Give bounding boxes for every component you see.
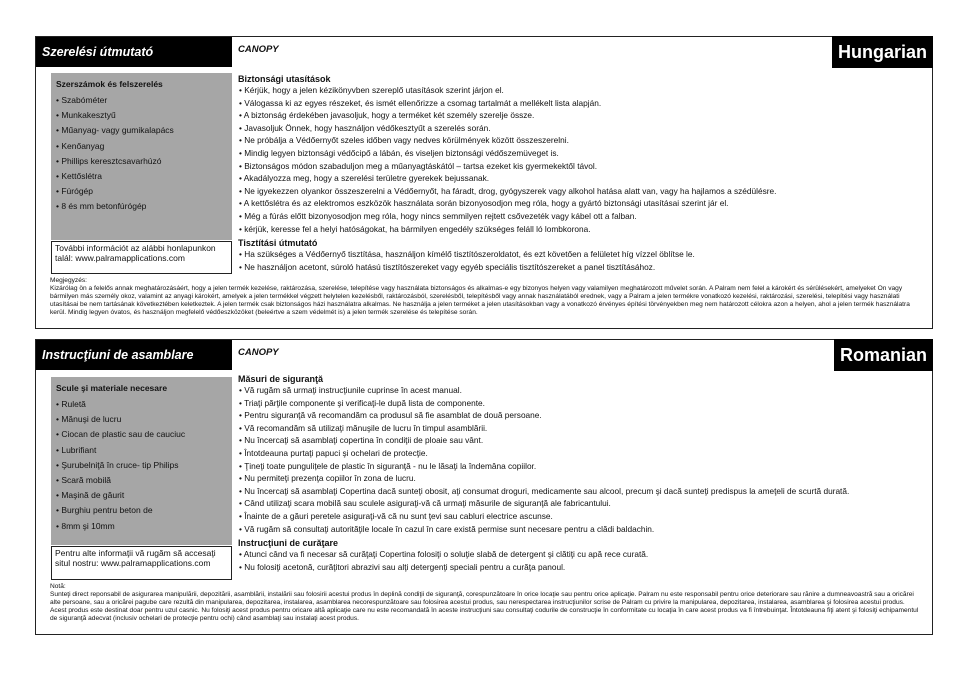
safety-item: • Nu încercaţi să asamblaţi Copertina dacă sunteţi obosit, aţi consumat droguri, medicamente sau alcool, precum şi dacă sunteţi predispus la ameţeli de scurtă durată. xyxy=(238,485,928,498)
tool-item: • Burghiu pentru beton de xyxy=(56,503,226,518)
tool-item: • Munkakesztyű xyxy=(56,108,226,123)
safety-item: • Pentru siguranţă vă recomandăm ca produsul să fie asamblat de două persoane. xyxy=(238,409,928,422)
product-name: CANOPY xyxy=(238,44,279,55)
tool-item: • Ciocan de plastic sau de cauciuc xyxy=(56,427,226,442)
safety-list xyxy=(238,84,928,235)
safety-item: • Nu încercaţi să asamblaţi copertina în condiţii de ploaie sau vânt. xyxy=(238,434,928,447)
tool-item: • Maşină de găurit xyxy=(56,488,226,503)
cleaning-list xyxy=(238,248,928,273)
tools-list xyxy=(56,397,226,534)
tools-list xyxy=(56,93,226,215)
tool-item: • Műanyag- vagy gumikalapács xyxy=(56,123,226,138)
safety-item: • Ne igyekezzen olyankor összeszerelni a Védőernyőt, ha fáradt, drog, gyógyszerek vagy alkohol hatása alatt van, vagy ha hajlamos a szédülésre. xyxy=(238,185,928,198)
tool-item: • Lubrifiant xyxy=(56,443,226,458)
safety-item: • Vă rugăm să urmaţi instrucţiunile cuprinse în acest manual. xyxy=(238,384,928,397)
safety-item: • Nu permiteţi prezenţa copiilor în zona de lucru. xyxy=(238,472,928,485)
safety-item: • Când utilizaţi scara mobilă sau sculele asiguraţi-vă că urmaţi măsurile de siguranţă ale fabricantului. xyxy=(238,497,928,510)
instructions-column xyxy=(238,74,928,276)
safety-item: • Még a fúrás előtt bizonyosodjon meg róla, hogy nincs semmilyen rejtett csővezeték vagy kábel ott a falban. xyxy=(238,210,928,223)
tool-item: • Mănuşi de lucru xyxy=(56,412,226,427)
tools-title: Szerszámok és felszerelés xyxy=(56,79,163,89)
note-title: Notă: xyxy=(50,583,66,590)
section-title: Szerelési útmutató xyxy=(36,37,232,67)
safety-item: • Ţineţi toate pungulițele de plastic în siguranţă - nu le lăsaţi la îndemâna copiilor. xyxy=(238,460,928,473)
safety-item: • A biztonság érdekében javasoljuk, hogy a terméket két személy szerelje össze. xyxy=(238,109,928,122)
safety-item: • Triaţi părţile componente şi verificaţi-le după lista de componente. xyxy=(238,397,928,410)
safety-item: • Válogassa ki az egyes részeket, és ismét ellenőrizze a csomag tartalmát a mellékelt lista alapján. xyxy=(238,97,928,110)
cleaning-list xyxy=(238,548,928,573)
safety-title: Măsuri de siguranţă xyxy=(238,374,324,384)
language-label: Hungarian xyxy=(832,36,933,68)
tool-item: • Kettőslétra xyxy=(56,169,226,184)
note-text: Sunteţi direct reponsabil de asigurarea manipulării, depozitării, asamblării, instalării sau folosirii acestui produs în deplină condiţii de siguranţă, corespunzătoare în orice locaţie sau pentru orice aplicaţie. Palram nu este responsabil pentru orice deteriorare sau rănire a dumneavoastră sau a oricărei alte persoane, sau a oricărei pagube care rezultă din manipularea, depozitarea, instalarea, asamblarea necorespunzătoare sau folosirea acestui produs, sau nerespectarea instrucţiunilor scrise de Palram cu privire la manipularea, depozitarea, instalarea, asamblarea şi folosirea acestui produs. Acest produs este destinat doar pentru uzul casnic. Nu folosiţi acest produs pentru oricare altă aplicaţie care nu este recomandată în aceste instrucţiuni sau consultaţi codurile de construcţie în conformitate cu locaţia în care acest produs va fi întrebuinţat. Întotdeauna fiţi atent şi folosiţi echipamentul de siguranţă adecvat (inclusiv ochelari de protecţie pentru ochi) când asamblaţi sau instalaţi acest produs. xyxy=(50,590,919,622)
cleaning-item: • Ha szükséges a Védőernyő tisztítása, használjon kímélő tisztítószeroldatot, és ezt követően a felületet híg vízzel öblítse le. xyxy=(238,248,928,261)
cleaning-item: • Ne használjon acetont, súroló hatású tisztítószereket vagy egyéb speciális tisztítószereket a panel tisztításához. xyxy=(238,261,928,274)
tool-item: • Phillips keresztcsavarhúzó xyxy=(56,154,226,169)
tools-title: Scule şi materiale necesare xyxy=(56,383,168,393)
safety-item: • Vă recomandăm să utilizaţi mănuşile de lucru în timpul asamblării. xyxy=(238,422,928,435)
tool-item: • 8 és mm betonfúrógép xyxy=(56,199,226,214)
tools-panel xyxy=(51,377,232,545)
tool-item: • Şurubelniţă în cruce- tip Philips xyxy=(56,458,226,473)
tool-item: • Fúrógép xyxy=(56,184,226,199)
cleaning-item: • Atunci când va fi necesar să curăţaţi Copertina folosiţi o soluţie slabă de detergent şi clătiţi cu apă rece curată. xyxy=(238,548,928,561)
note-title: Megjegyzés: xyxy=(50,277,88,284)
cleaning-title: Instrucţiuni de curăţare xyxy=(238,538,339,549)
safety-item: • Întotdeauna purtaţi papuci şi ochelari de protecţie. xyxy=(238,447,928,460)
tools-panel xyxy=(51,73,232,240)
hungarian-section xyxy=(35,36,933,329)
tool-item: • Ruletă xyxy=(56,397,226,412)
note-text: Kizárólag ön a felelős annak meghatározásáért, hogy a jelen termék kezelése, raktározása, szerelése, telepítése vagy használata biztonságos és alkalmas-e egy bizonyos helyen vagy valamilyen meghatározott művelet során. A Palram nem felel a károkért és sérülésekért, amelyeket On vagy bármilyen más személy okoz, valamint az anyagi károkért, amelyek a jelen termékkel végzett helytelen kezelésből, raktározásból, szerelésből, telepítésből vagy annak használatából erednek, vagy a Palram a jelen termékre vonatkozó kezelési, raktározási, szerelési, telepítési vagy használati utasításai be nem tartásának következtében keletkeztek. A jelen termék csak biztonságos házi használatra alkalmas. Ne használja a jelen terméket a jelen utasításokban vagy a vonatkozó érvényes építési törvényekben meg nem határozott célokra azon a helyen, ahol a jelen termék használatra kerül. Mindig legyen óvatos, és használjon megfelelő védőeszközöket (beleértve a szem védelmét is) a jelen termék szerelése és telepítése során. xyxy=(50,284,910,316)
product-name: CANOPY xyxy=(238,347,279,358)
romanian-section xyxy=(35,339,933,635)
safety-item: • kérjük, keresse fel a helyi hatóságokat, ha bármilyen engedély szükséges feláll ló lombkorona. xyxy=(238,223,928,236)
note-block xyxy=(50,583,920,623)
safety-item: • Akadályozza meg, hogy a szerelési területre gyerekek bejussanak. xyxy=(238,172,928,185)
info-box: Pentru alte informaţii vă rugăm să accesaţi situl nostru: www.palramapplications.com xyxy=(51,546,232,580)
tool-item: • Szabóméter xyxy=(56,93,226,108)
safety-item: • Înainte de a găuri peretele asiguraţi-vă că nu sunt ţevi sau cabluri electrice ascunse. xyxy=(238,510,928,523)
info-box: További információt az alábbi honlapunkon talál: www.palramapplications.com xyxy=(51,241,232,274)
cleaning-item: • Nu folosiţi acetonă, curăţitori abrazivi sau alţi detergenţi speciali pentru a curăţa panoul. xyxy=(238,561,928,574)
safety-item: • Ne próbálja a Védőernyőt szeles időben vagy nedves körülmények között összeszerelni. xyxy=(238,134,928,147)
safety-title: Biztonsági utasítások xyxy=(238,74,331,84)
note-block xyxy=(50,277,920,317)
instructions-column xyxy=(238,374,928,576)
safety-item: • Javasoljuk Önnek, hogy használjon védőkesztyűt a szerelés során. xyxy=(238,122,928,135)
section-title: Instrucţiuni de asamblare xyxy=(36,340,232,370)
language-label: Romanian xyxy=(834,339,933,371)
tool-item: • 8mm şi 10mm xyxy=(56,519,226,534)
cleaning-title: Tisztítási útmutató xyxy=(238,238,318,249)
safety-item: • Mindig legyen biztonsági védőcipő a lábán, és viseljen biztonsági védőszemüveget is. xyxy=(238,147,928,160)
safety-item: • A kettőslétra és az elektromos eszközök használata során bizonyosodjon meg róla, hogy a gyártó biztonsági utasításai szerint jár el. xyxy=(238,197,928,210)
safety-item: • Vă rugăm să consultaţi autorităţile locale în cazul în care există permise sunt necesare pentru a clădi baldachin. xyxy=(238,523,928,536)
safety-item: • Biztonságos módon szabaduljon meg a műanyagtáskától – tartsa ezeket kis gyermekektől távol. xyxy=(238,160,928,173)
tool-item: • Kenőanyag xyxy=(56,139,226,154)
safety-list xyxy=(238,384,928,535)
tool-item: • Scară mobilă xyxy=(56,473,226,488)
safety-item: • Kérjük, hogy a jelen kézikönyvben szereplő utasítások szerint járjon el. xyxy=(238,84,928,97)
